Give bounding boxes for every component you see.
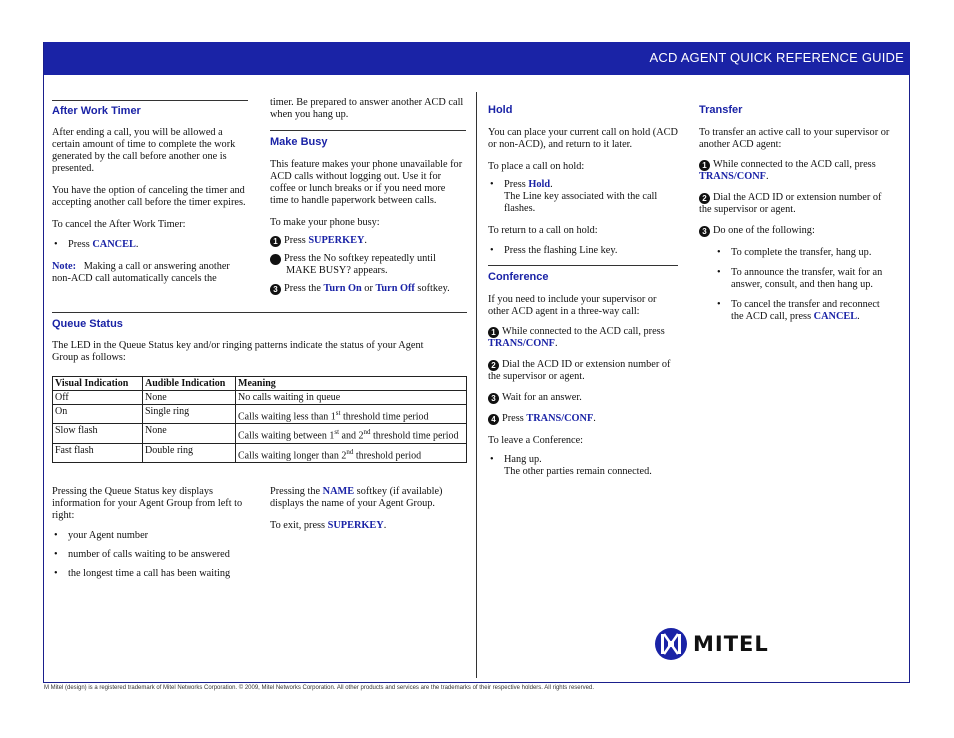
superkey-label: SUPERKEY — [327, 520, 384, 531]
transfer-step-3: 3 Do one of the following: — [699, 225, 891, 237]
make-busy-p2: To make your phone busy: — [270, 217, 380, 228]
conference-title: Conference — [488, 271, 549, 283]
list-item: • To cancel the transfer and reconnect the ACD call, press CANCEL. — [715, 299, 891, 323]
step-number-icon: 2 — [270, 254, 281, 265]
queue-status-title: Queue Status — [52, 318, 123, 330]
step-number-icon: 3 — [488, 393, 499, 404]
list-item: • Press the flashing Line key. — [488, 245, 678, 257]
column-divider — [476, 92, 477, 678]
turn-on-label: Turn On — [323, 283, 362, 294]
conference-step-1: 1 While connected to the ACD call, press TRANS/CONF. — [488, 326, 665, 349]
table-row — [53, 424, 467, 443]
transfer-step-2: 2 Dial the ACD ID or extension number of the supervisor or agent. — [699, 192, 882, 215]
superkey-label: SUPERKEY — [308, 235, 365, 246]
section-rule — [52, 100, 248, 101]
conference-step-4: 4 Press TRANS/CONF. — [488, 413, 678, 425]
after-work-p2: You have the option of canceling the timer and accepting another call before the timer expires. — [52, 185, 246, 208]
make-busy-step-1: 1 Press SUPERKEY. — [270, 235, 466, 247]
table-row — [53, 391, 467, 405]
make-busy-p1: This feature makes your phone unavailable for ACD calls without logging out. Use it for coffee or lunch breaks or if you need more time to handle paperwork between calls. — [270, 159, 463, 206]
queue-status-section — [52, 312, 467, 364]
after-work-note: Note: Making a call or answering another non-ACD call automatically cancels the — [52, 261, 230, 284]
queue-status-info — [52, 486, 252, 580]
name-softkey-text: Pressing the NAME softkey (if available) displays the name of your Agent Group. — [270, 486, 443, 509]
section-rule — [52, 312, 467, 313]
table-cell: Single ring — [143, 405, 236, 424]
table-cell: Calls waiting longer than 2nd threshold period — [236, 443, 467, 462]
transfer-title: Transfer — [699, 104, 743, 116]
after-work-title: After Work Timer — [52, 105, 141, 117]
step-number-icon: 1 — [488, 327, 499, 338]
hold-list-2 — [488, 245, 678, 257]
table-cell: Off — [53, 391, 143, 405]
table-cell: No calls waiting in queue — [236, 391, 467, 405]
section-rule — [488, 265, 678, 266]
table-cell: Fast flash — [53, 443, 143, 462]
queue-status-after: Pressing the Queue Status key displays information for your Agent Group from left to right: — [52, 486, 243, 521]
table-cell: Calls waiting between 1st and 2nd threshold time period — [236, 424, 467, 443]
hold-list — [488, 179, 678, 215]
mitel-logo-text: MITEL — [693, 632, 769, 656]
hold-key-label: Hold — [528, 179, 551, 190]
transfer-p1: To transfer an active call to your supervisor or another ACD agent: — [699, 127, 890, 150]
hold-section — [488, 104, 678, 478]
queue-status-list — [52, 530, 252, 580]
hold-p1: You can place your current call on hold (ACD or non-ACD), and return to it later. — [488, 127, 678, 150]
column-header: Meaning — [236, 377, 467, 391]
page-title: ACD AGENT QUICK REFERENCE GUIDE — [649, 50, 904, 65]
table-row — [53, 405, 467, 424]
queue-status-table — [52, 376, 467, 463]
after-work-p3: To cancel the After Work Timer: — [52, 219, 186, 230]
step-number-icon: 1 — [270, 236, 281, 247]
column-header: Audible Indication — [143, 377, 236, 391]
step-number-icon: 2 — [699, 193, 710, 204]
transfer-options — [699, 247, 891, 323]
list-item: • Press CANCEL. — [52, 239, 248, 251]
list-item: • Press Hold. The Line key associated with the call flashes. — [488, 179, 678, 215]
exit-text: To exit, press SUPERKEY. — [270, 520, 387, 531]
make-busy-title: Make Busy — [270, 136, 328, 148]
queue-status-intro: The LED in the Queue Status key and/or ringing patterns indicate the status of your Agent Group as follows: — [52, 340, 424, 363]
header-banner — [44, 42, 910, 75]
table-cell: On — [53, 405, 143, 424]
hold-p2: To place a call on hold: — [488, 161, 585, 172]
footer-legal: M Mitel (design) is a registered trademark of Mitel Networks Corporation. © 2009, Mitel Networks Corporation. All other products and services are the trademarks of their respective holders. All rights reserved. — [44, 685, 594, 691]
conference-step-2: 2 Dial the ACD ID or extension number of the supervisor or agent. — [488, 359, 671, 382]
list-item: • To announce the transfer, wait for an answer, consult, and then hang up. — [715, 267, 891, 291]
table-cell: Calls waiting less than 1st threshold time period — [236, 405, 467, 424]
step-number-icon: 4 — [488, 414, 499, 425]
make-busy-step-2: 2 Press the No softkey repeatedly until MAKE BUSY? appears. — [265, 253, 436, 276]
after-work-list — [52, 239, 248, 251]
step-number-icon: 1 — [699, 160, 710, 171]
make-busy-section — [265, 97, 466, 295]
step-number-icon: 2 — [488, 360, 499, 371]
table-cell: None — [143, 424, 236, 443]
table-cell: None — [143, 391, 236, 405]
step-number-icon: 3 — [270, 284, 281, 295]
cancel-key-label: CANCEL — [813, 311, 858, 322]
cancel-key-label: CANCEL — [92, 239, 136, 250]
note-label: Note: — [52, 261, 77, 272]
column-header: Visual Indication — [53, 377, 143, 391]
table-cell: Double ring — [143, 443, 236, 462]
list-item: • the longest time a call has been waiting — [52, 568, 252, 580]
list-item: • Hang up. The other parties remain connected. — [488, 454, 678, 478]
queue-status-name — [270, 486, 466, 532]
list-item: • number of calls waiting to be answered — [52, 549, 252, 561]
mitel-logo — [653, 624, 773, 664]
name-key-label: NAME — [322, 486, 355, 497]
turn-off-label: Turn Off — [375, 283, 415, 294]
section-rule — [270, 130, 466, 131]
step-number-icon: 3 — [699, 226, 710, 237]
trans-conf-label: TRANS/CONF — [699, 171, 766, 182]
table-row — [53, 443, 467, 462]
table-header-row — [53, 377, 467, 391]
conference-list — [488, 454, 678, 478]
conference-step-3: 3 Wait for an answer. — [488, 392, 678, 404]
transfer-section — [699, 104, 891, 323]
hold-title: Hold — [488, 104, 513, 116]
transfer-step-1: 1 While connected to the ACD call, press TRANS/CONF. — [699, 159, 876, 182]
list-item: • your Agent number — [52, 530, 252, 542]
conference-p2: To leave a Conference: — [488, 435, 584, 446]
list-item: • To complete the transfer, hang up. — [715, 247, 891, 259]
table-cell: Slow flash — [53, 424, 143, 443]
trans-conf-label: TRANS/CONF — [526, 413, 594, 424]
make-busy-step-3: 3 Press the Turn On or Turn Off softkey. — [270, 283, 466, 295]
after-work-section — [52, 100, 248, 285]
hold-p3: To return to a call on hold: — [488, 225, 598, 236]
after-work-note-cont: timer. Be prepared to answer another ACD call when you hang up. — [270, 97, 464, 120]
after-work-p1: After ending a call, you will be allowed a certain amount of time to complete the work generated by the call before another one is presented. — [52, 127, 236, 174]
conference-p1: If you need to include your supervisor or other ACD agent in a three-way call: — [488, 294, 657, 317]
trans-conf-label: TRANS/CONF — [488, 338, 555, 349]
